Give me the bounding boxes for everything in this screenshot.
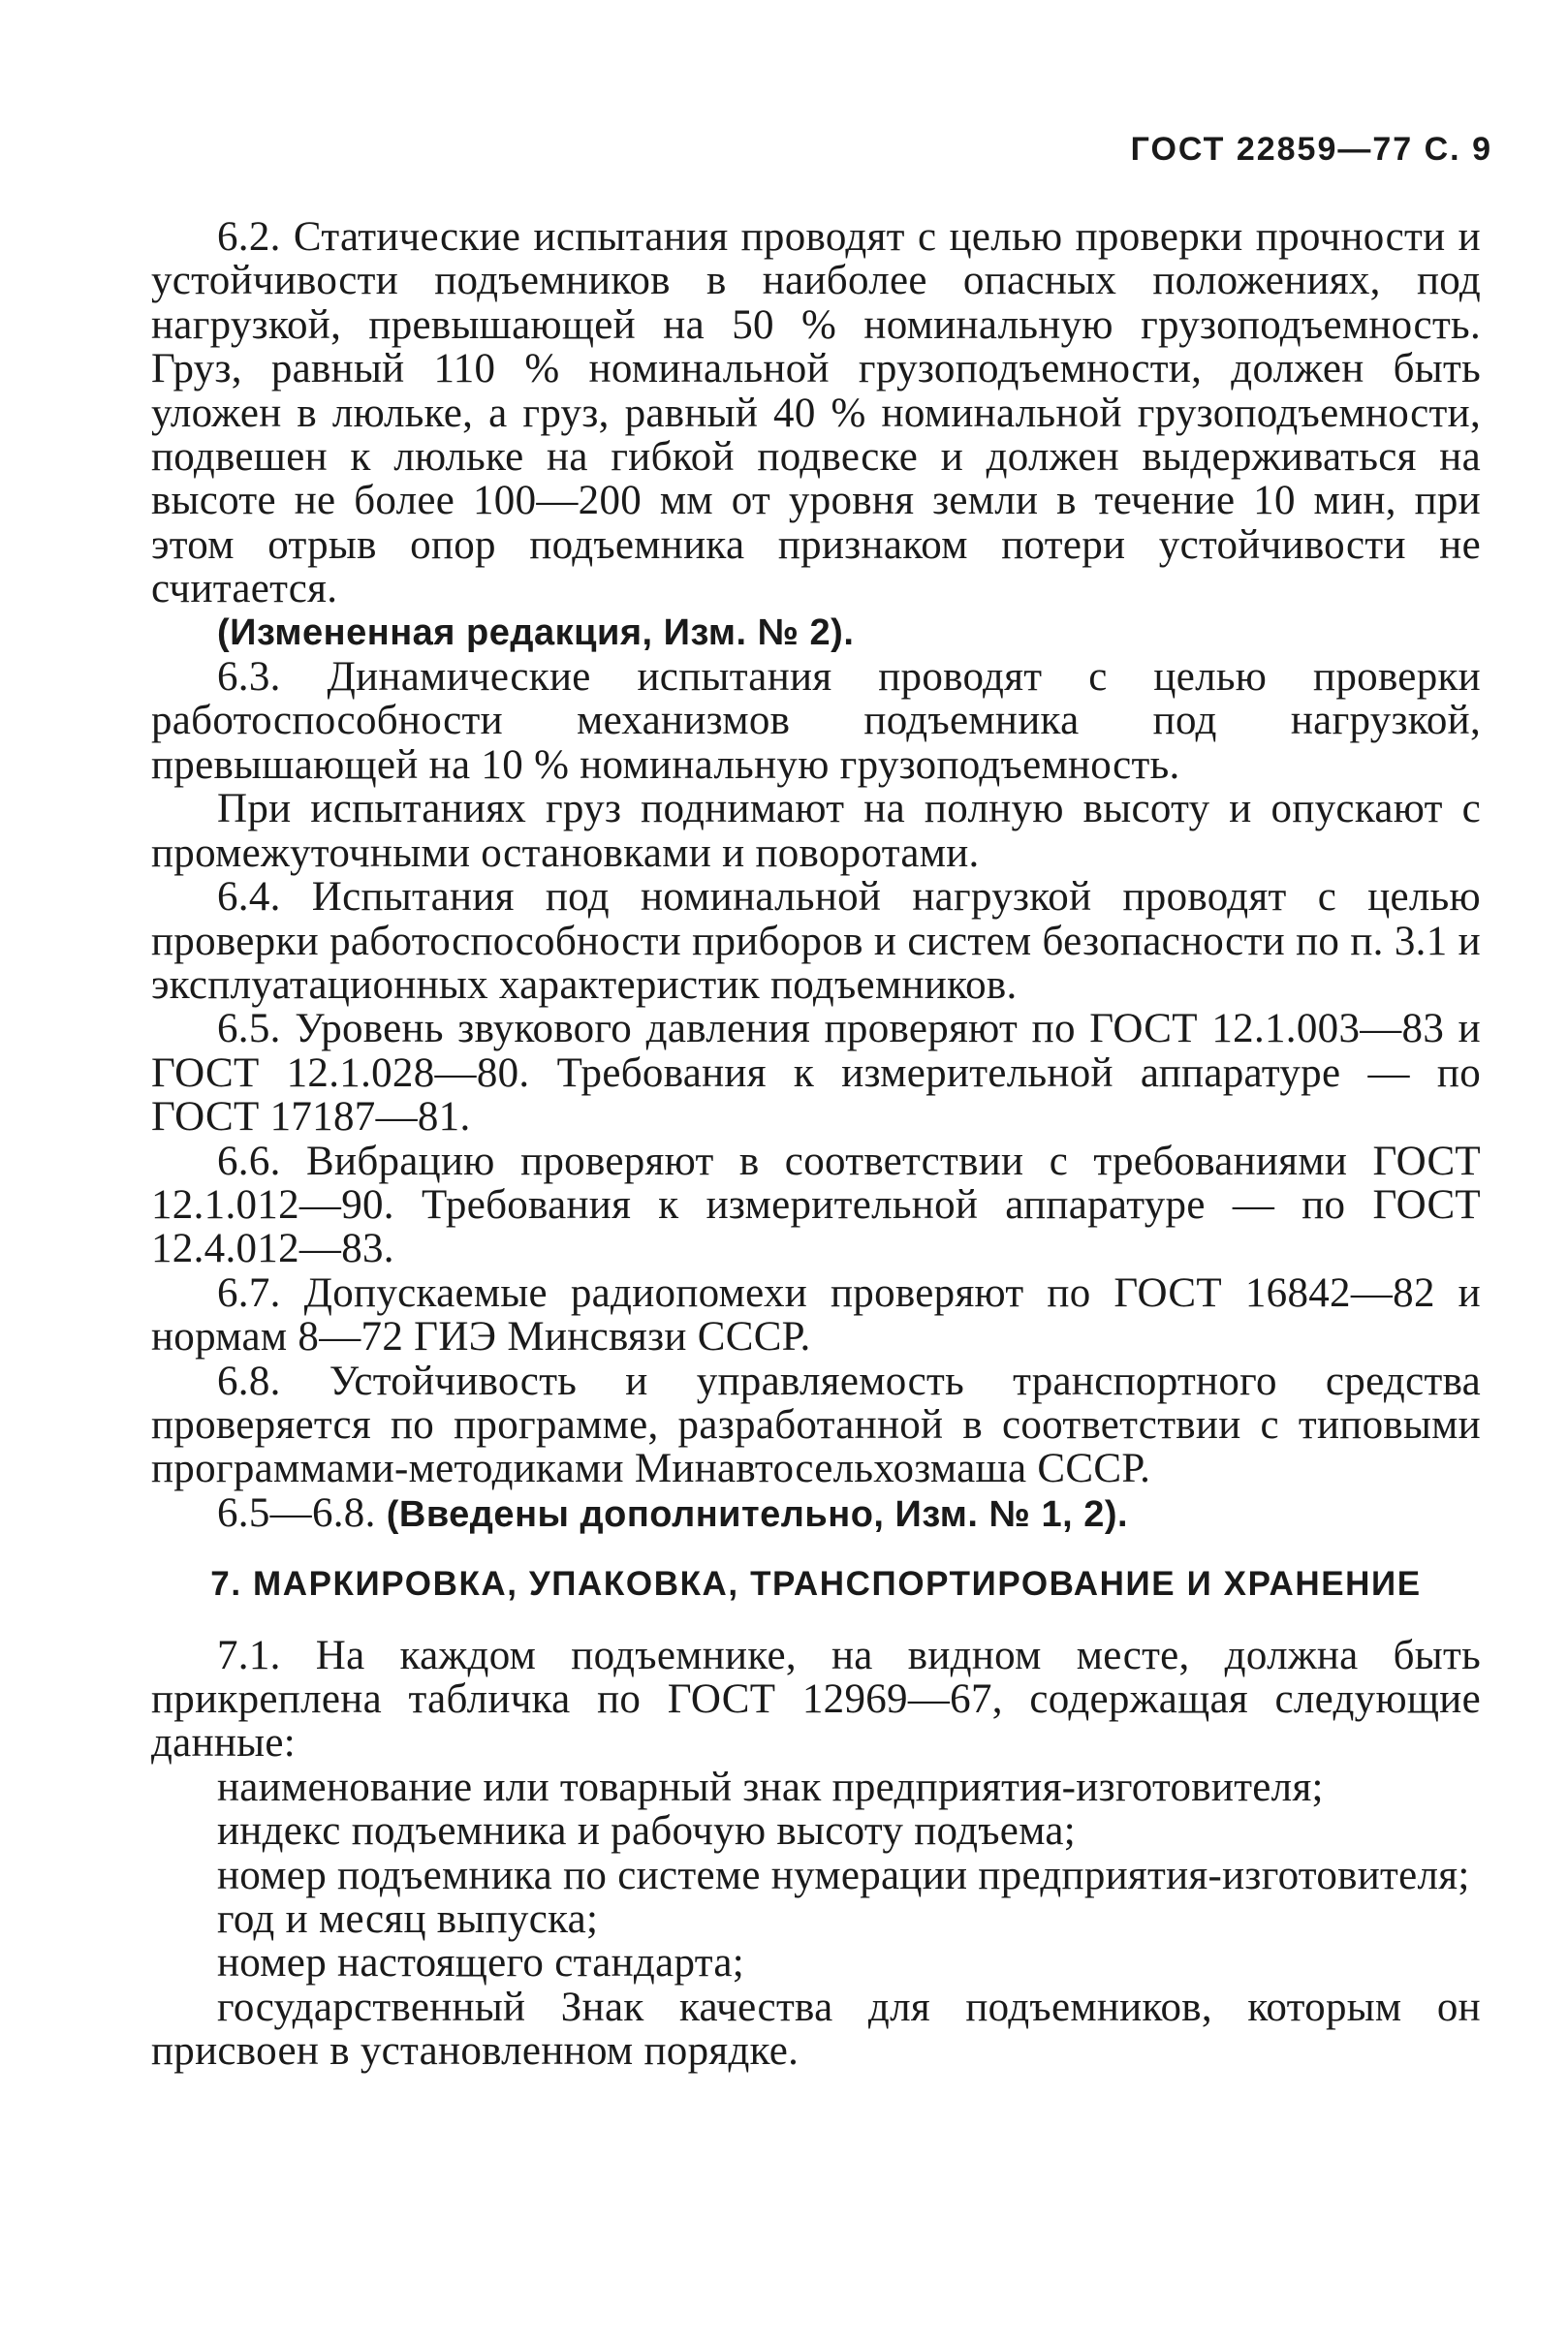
document-body — [151, 215, 1481, 2074]
amendment-note-6-2: (Измененная редакция, Изм. № 2). — [217, 611, 855, 653]
amendment-note-6-5-6-8 — [151, 1491, 1481, 1537]
paragraph-6-2: 6.2. Статические испытания проводят с целью проверки прочности и устойчивости подъемников в наиболее опасных положениях, под нагрузкой, превышающей на 50 % номинальную грузоподъемность. Груз, равный 110 % номинальной грузоподъемности, должен быть уложен в люльке, а груз, равный 40 % номинальной грузоподъемности, подвешен к люльке на гибкой подвеске и должен выдерживаться на высоте не более 100—200 мм от уровня земли в течение 10 мин, при этом отрыв опор подъемника признаком потери устойчивости не считается. — [151, 214, 1481, 612]
paragraph-6-5: 6.5. Уровень звукового давления проверяют по ГОСТ 12.1.003—83 и ГОСТ 12.1.028—80. Требования к измерительной аппаратуре — по ГОСТ 17187—81. — [151, 1006, 1481, 1141]
list-item: год и месяц выпуска; — [217, 1896, 599, 1943]
running-header: ГОСТ 22859—77 С. 9 — [1130, 131, 1492, 168]
section-heading-7: 7. МАРКИРОВКА, УПАКОВКА, ТРАНСПОРТИРОВАНИЕ И ХРАНЕНИЕ — [210, 1565, 1422, 1604]
paragraph-7-1: 7.1. На каждом подъемнике, на видном месте, должна быть прикреплена табличка по ГОСТ 12969—67, содержащая следующие данные: — [151, 1632, 1481, 1767]
list-item: наименование или товарный знак предприятия-изготовителя; — [217, 1764, 1324, 1810]
paragraph-6-6: 6.6. Вибрацию проверяют в соответствии с требованиями ГОСТ 12.1.012—90. Требования к измерительной аппаратуре — по ГОСТ 12.4.012—83. — [151, 1138, 1481, 1272]
paragraph-6-7: 6.7. Допускаемые радиопомехи проверяют по ГОСТ 16842—82 и нормам 8—72 ГИЭ Минсвязи СССР. — [151, 1269, 1481, 1361]
list-item: государственный Знак качества для подъемников, которым он присвоен в установленном порядке. — [151, 1984, 1481, 2075]
list-item: номер подъемника по системе нумерации предприятия-изготовителя; — [217, 1852, 1470, 1898]
list-item: номер настоящего стандарта; — [217, 1940, 744, 1987]
amendment-text: (Введены дополнительно, Изм. № 1, 2). — [386, 1493, 1129, 1535]
paragraph-6-3-continued: При испытаниях груз поднимают на полную высоту и опускают с промежуточными остановками и поворотами. — [151, 786, 1481, 876]
amendment-range: 6.5—6.8. — [217, 1489, 376, 1536]
paragraph-6-3: 6.3. Динамические испытания проводят с целью проверки работоспособности механизмов подъемника под нагрузкой, превышающей на 10 % номинальную грузоподъемность. — [151, 654, 1481, 788]
paragraph-6-4: 6.4. Испытания под номинальной нагрузкой проводят с целью проверки работоспособности приборов и систем безопасности по п. 3.1 и эксплуатационных характеристик подъемников. — [151, 874, 1481, 1008]
list-item: индекс подъемника и рабочую высоту подъема; — [217, 1808, 1077, 1855]
paragraph-6-8: 6.8. Устойчивость и управляемость транспортного средства проверяется по программе, разработанной в соответствии с типовыми программами-методиками Минавтосельхозмаша СССР. — [151, 1358, 1481, 1492]
